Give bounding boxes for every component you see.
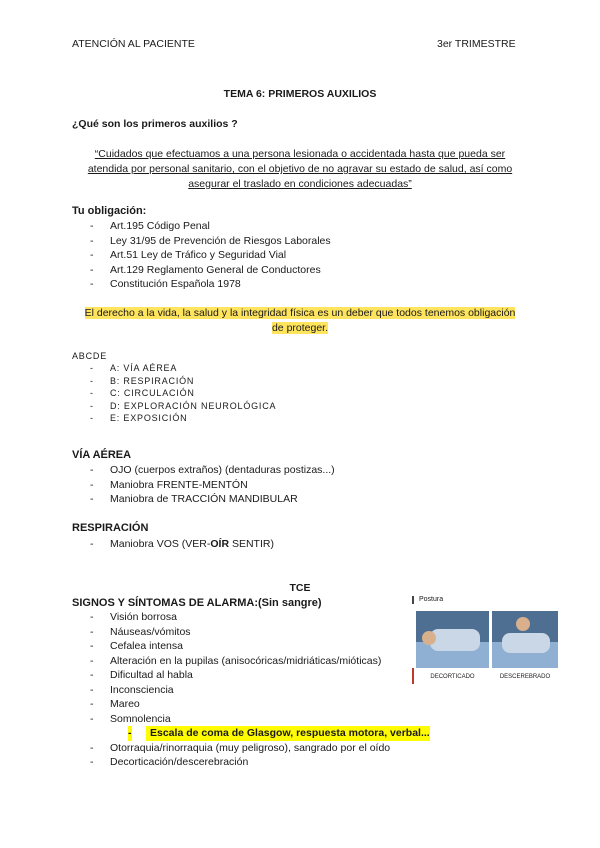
list-item: - Otorraquia/rinorraquia (muy peligroso), sangrado por el oído: [90, 741, 391, 754]
definition-line: asegurar el traslado en condiciones adecuadas”: [188, 178, 412, 190]
figure-bar: [412, 668, 414, 684]
figure-label: Postura: [419, 596, 444, 603]
list-item: - Mareo: [90, 698, 140, 710]
highlight-line: El derecho a la vida, la salud y la integridad física es un deber que todos tenemos obligación: [84, 307, 516, 319]
list-item: - Visión borrosa: [90, 611, 177, 623]
via-aerea-list: [90, 463, 490, 507]
list-item: - E: EXPOSICIÓN: [90, 413, 188, 423]
tce-subheading: SIGNOS Y SÍNTOMAS DE ALARMA:(Sin sangre): [72, 597, 322, 609]
obligation-heading: Tu obligación:: [72, 205, 147, 217]
definition-line: atendida por personal sanitario, con el objetivo de no agravar su estado de salud, así como: [87, 163, 513, 175]
highlight-statement: [0, 306, 600, 336]
caption-decorticado: DECORTICADO: [430, 674, 475, 680]
highlight-line: de proteger.: [271, 322, 329, 334]
list-item: - C: CIRCULACIÓN: [90, 388, 195, 398]
list-item: - Art.51 Ley de Tráfico y Seguridad Vial: [90, 249, 287, 261]
list-item: - Decorticación/descerebración: [90, 756, 249, 768]
abcde-list: [90, 362, 490, 425]
list-item: - Maniobra FRENTE-MENTÓN: [90, 478, 248, 491]
question-heading: ¿Qué son los primeros auxilios ?: [72, 118, 238, 130]
list-item: - D: EXPLORACIÓN NEUROLÓGICA: [90, 400, 277, 411]
list-item: - Art.129 Reglamento General de Conductores: [90, 263, 321, 276]
via-aerea-heading: VÍA AÉREA: [72, 449, 132, 461]
list-item: - Dificultad al habla: [90, 669, 193, 681]
decerebrate-photo: [492, 611, 558, 668]
tce-heading: TCE: [289, 582, 311, 594]
respiracion-list: [90, 537, 490, 552]
posture-figure: [412, 596, 562, 688]
header-right: 3er TRIMESTRE: [437, 38, 516, 50]
list-item: - Somnolencia: [90, 712, 171, 725]
obligation-list: [90, 219, 490, 292]
list-item: - Náuseas/vómitos: [90, 625, 191, 638]
list-item: - OJO (cuerpos extraños) (dentaduras postizas...): [90, 464, 335, 476]
list-item: - B: RESPIRACIÓN: [90, 375, 195, 386]
abcde-heading: ABCDE: [72, 351, 108, 361]
list-item: - Maniobra VOS (VER-OÍR SENTIR): [90, 538, 274, 550]
list-item: - Escala de coma de Glasgow, respuesta motora, verbal...: [128, 727, 430, 739]
decorticate-photo: [416, 611, 489, 668]
list-item: - Cefalea intensa: [90, 640, 183, 652]
caption-descerebrado: DESCEREBRADO: [499, 674, 551, 680]
page-title: TEMA 6: PRIMEROS AUXILIOS: [223, 88, 377, 100]
figure-bar: [412, 596, 414, 604]
list-item: - A: VÍA AÉREA: [90, 363, 178, 373]
list-item: - Alteración en la pupilas (anisocóricas/midriáticas/mióticas): [90, 654, 382, 667]
definition-quote: [72, 147, 528, 192]
list-item: - Inconsciencia: [90, 683, 174, 696]
list-item: - Constitución Española 1978: [90, 278, 241, 290]
list-item: - Maniobra de TRACCIÓN MANDIBULAR: [90, 493, 298, 505]
definition-line: “Cuidados que efectuamos a una persona lesionada o accidentada hasta que pueda ser: [94, 148, 506, 160]
list-item: - Ley 31/95 de Prevención de Riesgos Laborales: [90, 234, 331, 247]
list-item: - Art.195 Código Penal: [90, 220, 210, 232]
respiracion-heading: RESPIRACIÓN: [72, 522, 149, 534]
header-left: ATENCIÓN AL PACIENTE: [72, 38, 195, 50]
tce-list: [90, 610, 430, 770]
